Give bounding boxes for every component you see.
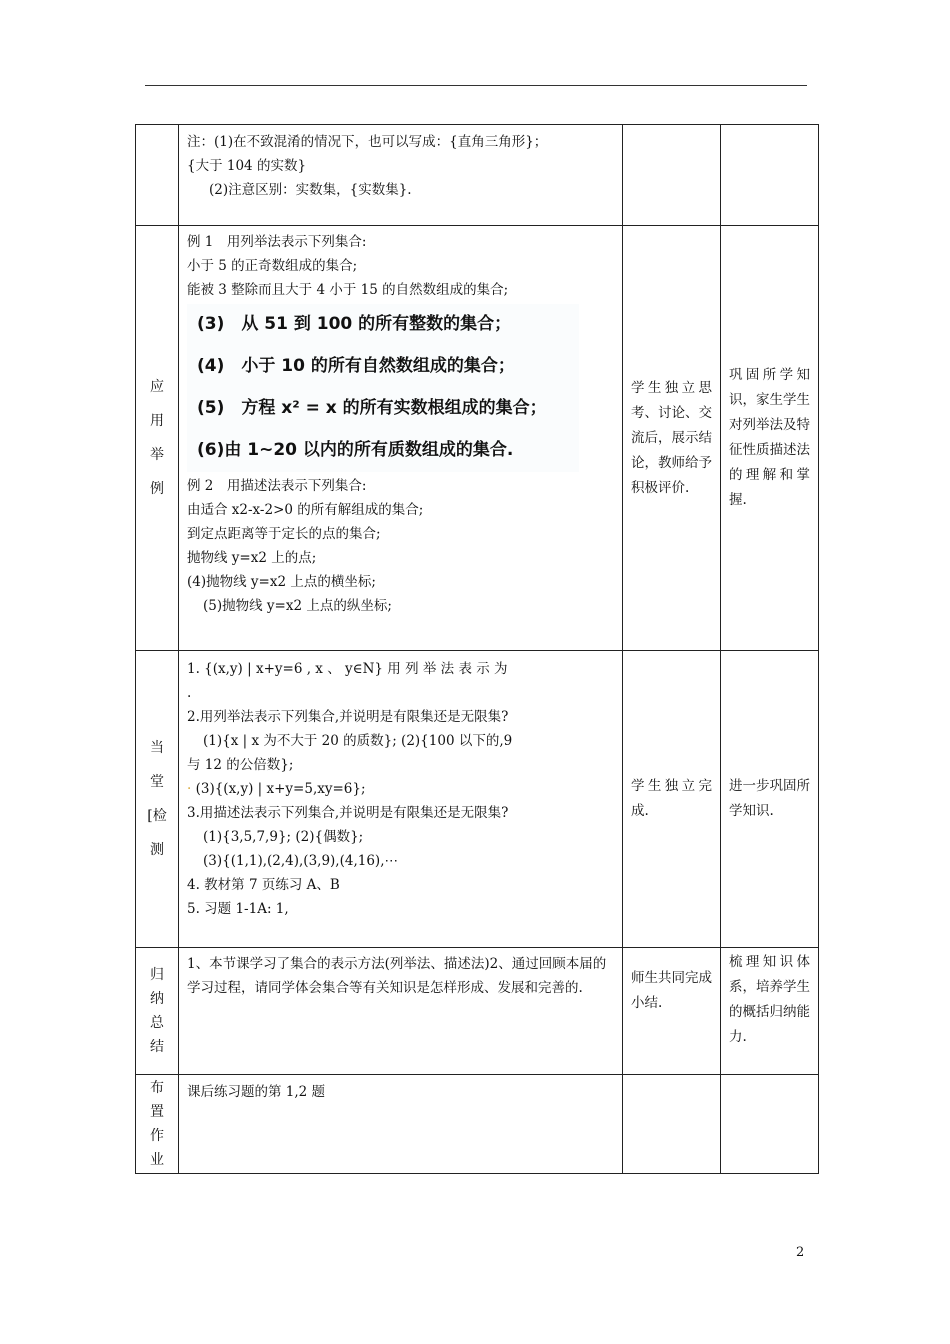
homework-content-cell bbox=[179, 1075, 623, 1174]
summary-text: 1、本节课学习了集合的表示方法(列举法、描述法)2、通过回顾本届的学习过程，请同学体会集合等有关知识是怎样形成、发展和完善的. bbox=[187, 956, 607, 996]
test-student-cell bbox=[623, 651, 721, 948]
example1-item: 小于 5 的正奇数组成的集合; bbox=[187, 258, 358, 274]
example1-heading: 例 1 用列举法表示下列集合: bbox=[187, 234, 367, 250]
examples-student-cell bbox=[623, 226, 721, 651]
test-content-cell bbox=[179, 651, 623, 948]
note-label-cell bbox=[136, 125, 179, 226]
note-student-cell bbox=[623, 125, 721, 226]
example2-item: 由适合 x2-x-2>0 的所有解组成的集合; bbox=[187, 502, 424, 518]
example1-image-item: (6)由 1~20 以内的所有质数组成的集合. bbox=[197, 440, 514, 460]
note-line: (2)注意区别：实数集，{实数集}. bbox=[209, 182, 412, 198]
example2-item: 到定点距离等于定长的点的集合; bbox=[187, 526, 381, 542]
example2-item: 抛物线 y=x2 上的点; bbox=[187, 550, 317, 566]
example1-image-item: (5) 方程 x² = x 的所有实数根组成的集合； bbox=[197, 398, 547, 418]
test-line: 1. {(x,y) | x+y=6 , x 、 y∈N} 用 列 举 法 表 示 为 bbox=[187, 661, 508, 677]
examples-row bbox=[136, 226, 819, 651]
header-rule bbox=[145, 85, 807, 86]
row-label-char: 堂 bbox=[150, 774, 164, 790]
note-line: 注：(1)在不致混淆的情况下，也可以写成：{直角三角形}； bbox=[187, 134, 548, 150]
examples-content-cell bbox=[179, 226, 623, 651]
note-content-cell bbox=[179, 125, 623, 226]
examples-purpose-cell bbox=[721, 226, 819, 651]
examples-design-purpose: 巩固所学知识，家生学生对列举法及特征性质描述法的理解和掌握. bbox=[729, 367, 810, 508]
test-row bbox=[136, 651, 819, 948]
test-label-cell bbox=[136, 651, 179, 948]
page-number: 2 bbox=[796, 1245, 805, 1260]
test-line: 5. 习题 1-1A: 1, bbox=[187, 901, 289, 917]
homework-text: 课后练习题的第 1,2 题 bbox=[187, 1084, 326, 1100]
example1-item: 能被 3 整除而且大于 4 小于 15 的自然数组成的集合; bbox=[187, 282, 509, 298]
stray-mark: · bbox=[187, 781, 192, 797]
test-line: . bbox=[187, 685, 192, 701]
row-label-char: 布 bbox=[150, 1080, 164, 1096]
example1-image-item: (4) 小于 10 的所有自然数组成的集合； bbox=[197, 356, 515, 376]
homework-student-cell bbox=[623, 1075, 721, 1174]
example1-image-item: (3) 从 51 到 100 的所有整数的集合； bbox=[197, 314, 512, 334]
note-row bbox=[136, 125, 819, 226]
summary-student-cell bbox=[623, 948, 721, 1075]
row-label-char: 置 bbox=[150, 1104, 164, 1120]
row-label-char: 例 bbox=[150, 481, 164, 497]
row-label-char: 结 bbox=[150, 1039, 164, 1055]
row-label-char: [检 bbox=[147, 808, 167, 824]
test-line: 3.用描述法表示下列集合,并说明是有限集还是无限集? bbox=[187, 805, 509, 821]
examples-student-activity: 学生独立思考、讨论、交流后，展示结论，教师给予积极评价. bbox=[631, 379, 712, 496]
summary-student-activity: 师生共同完成小结. bbox=[631, 970, 712, 1011]
row-label-char: 当 bbox=[150, 740, 164, 756]
homework-label-cell bbox=[136, 1075, 179, 1174]
row-label-char: 总 bbox=[150, 1015, 164, 1031]
summary-design-purpose: 梳理知识体系，培养学生的概括归纳能力. bbox=[729, 954, 810, 1045]
row-label-char: 归 bbox=[150, 967, 164, 983]
test-line: 与 12 的公倍数}; bbox=[187, 757, 294, 773]
test-student-activity: 学生独立完成. bbox=[631, 778, 712, 819]
summary-content-cell bbox=[179, 948, 623, 1075]
row-label-char: 纳 bbox=[150, 991, 164, 1007]
row-label-char: 业 bbox=[150, 1152, 164, 1168]
summary-row bbox=[136, 948, 819, 1075]
summary-purpose-cell bbox=[721, 948, 819, 1075]
row-label-char: 应 bbox=[150, 379, 164, 395]
row-label-char: 作 bbox=[150, 1128, 164, 1144]
note-line: {大于 104 的实数} bbox=[187, 158, 307, 174]
example1-scanned-image bbox=[187, 304, 579, 472]
homework-row bbox=[136, 1075, 819, 1174]
test-line: (1){x | x 为不大于 20 的质数}; (2){100 以下的,9 bbox=[203, 733, 513, 749]
test-design-purpose: 进一步巩固所学知识. bbox=[729, 778, 810, 819]
test-line: 2.用列举法表示下列集合,并说明是有限集还是无限集? bbox=[187, 709, 509, 725]
test-line: (3){(x,y) | x+y=5,xy=6}; bbox=[195, 781, 366, 797]
lesson-table bbox=[135, 124, 819, 1174]
test-line: 4. 教材第 7 页练习 A、B bbox=[187, 877, 340, 893]
test-purpose-cell bbox=[721, 651, 819, 948]
example2-heading: 例 2 用描述法表示下列集合: bbox=[187, 478, 367, 494]
test-line: (3){(1,1),(2,4),(3,9),(4,16),⋯ bbox=[203, 853, 398, 869]
examples-label-cell bbox=[136, 226, 179, 651]
example2-item: (5)抛物线 y=x2 上点的纵坐标; bbox=[203, 598, 392, 614]
homework-purpose-cell bbox=[721, 1075, 819, 1174]
row-label-char: 举 bbox=[150, 447, 164, 463]
summary-label-cell bbox=[136, 948, 179, 1075]
test-line: (1){3,5,7,9}; (2){偶数}; bbox=[203, 829, 364, 845]
row-label-char: 测 bbox=[150, 842, 164, 858]
note-purpose-cell bbox=[721, 125, 819, 226]
row-label-char: 用 bbox=[150, 413, 164, 429]
example2-item: (4)抛物线 y=x2 上点的横坐标; bbox=[187, 574, 376, 590]
